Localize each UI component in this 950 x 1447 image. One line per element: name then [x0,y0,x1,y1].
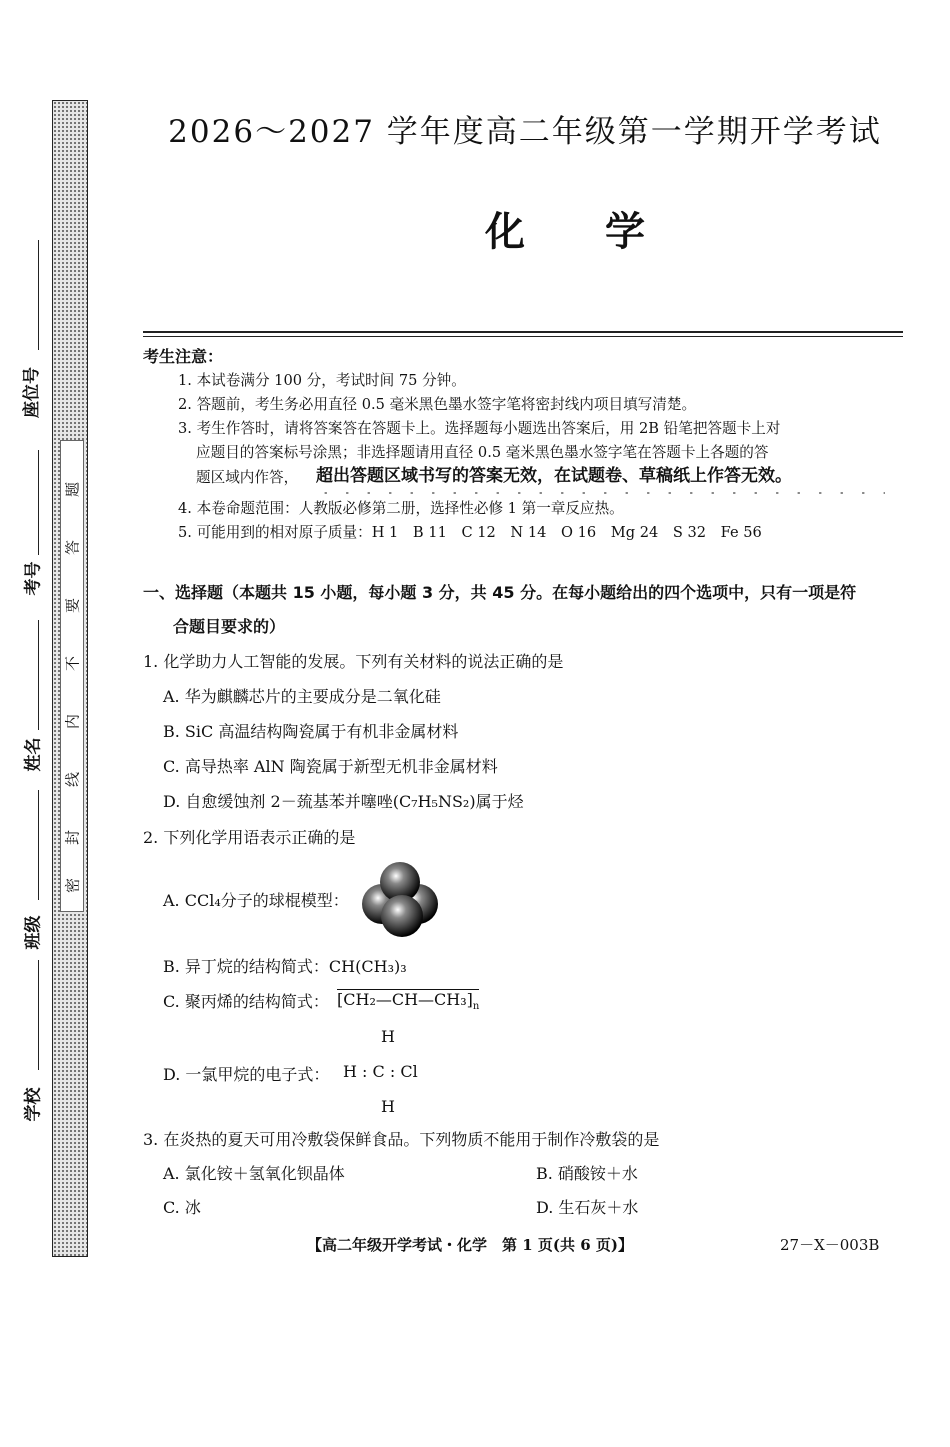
subject-title: 化学 [485,209,725,255]
section-heading: 一、选择题（本题共 15 小题，每小题 3 分，共 45 分。在每小题给出的四个选项中，只有一项是符 [143,583,857,602]
divider [143,331,903,333]
class-label: 班级 [23,915,44,950]
notice-item: 3. 考生作答时，请将答案答在答题卡上。选择题每小题选出答案后，用 2B 铅笔把答题卡上对 [178,420,781,437]
question-stem: 2. 下列化学用语表示正确的是 [143,828,356,847]
polymer-formula-text: [CH₂—CH—CH₃] [337,990,473,1009]
notice-item: 4. 本卷命题范围：人教版必修第二册，选择性必修 1 第一章反应热。 [178,500,624,517]
class-line[interactable] [38,790,39,900]
page-footer: 【高二年级开学考试・化学 第 1 页(共 6 页)】 [307,1236,633,1254]
ball-stick-model-image [360,860,440,940]
exam-number-line[interactable] [38,450,39,555]
question-stem: 3. 在炎热的夏天可用冷敷袋保鲜食品。下列物质不能用于制作冷敷袋的是 [143,1130,660,1149]
seat-line[interactable] [38,240,39,350]
option: C. 聚丙烯的结构简式： [163,992,329,1011]
notice-item: 1. 本试卷满分 100 分，考试时间 75 分钟。 [178,372,466,389]
paper-code: 27－X－003B [780,1236,880,1254]
section-heading-cont: 合题目要求的） [173,617,286,636]
seal-notice-box [60,440,84,912]
seal-char: 要 [63,598,82,614]
seal-char: 答 [63,540,82,556]
notice-item: 5. 可能用到的相对原子质量：H 1 B 11 C 12 N 14 O 16 Mg 24 S 32 Fe 56 [178,524,762,541]
seat-number-label: 座位号 [22,367,42,418]
notice-item: 2. 答题前，考生务必用直径 0.5 毫米黑色墨水签字笔将密封线内项目填写清楚。 [178,396,697,413]
notice-item: 应题目的答案标号涂黑；非选择题请用直径 0.5 毫米黑色墨水签字笔在答题卡上各题的答 [196,444,769,461]
emphasis-dots [315,491,885,495]
divider [143,336,903,337]
seal-char: 密 [63,878,82,894]
seal-char: 内 [63,714,82,730]
option: A. 华为麒麟芯片的主要成分是二氧化硅 [163,687,441,706]
polymer-subscript: n [472,1001,480,1013]
electron-bottom: H [381,1097,395,1116]
seal-char: 封 [63,830,82,846]
electron-middle: H : C : Cl [343,1062,418,1081]
electron-top: H [381,1027,395,1046]
notice-heading: 考生注意： [143,347,224,366]
seal-char: 题 [63,482,82,498]
option: B. SiC 高温结构陶瓷属于有机非金属材料 [163,722,459,741]
name-line[interactable] [38,620,39,730]
option: C. 冰 [163,1198,201,1217]
polymer-formula [337,989,479,1012]
option: B. 异丁烷的结构简式：CH(CH₃)₃ [163,957,407,976]
option: C. 高导热率 AlN 陶瓷属于新型无机非金属材料 [163,757,498,776]
school-label: 学校 [23,1087,44,1122]
question-stem: 1. 化学助力人工智能的发展。下列有关材料的说法正确的是 [143,652,564,671]
name-label: 姓名 [23,737,44,772]
notice-emphasis: 超出答题区域书写的答案无效，在试题卷、草稿纸上作答无效。 [316,466,792,486]
exam-number-label: 考号 [23,561,44,596]
option: A. 氯化铵＋氢氧化钡晶体 [163,1164,345,1183]
exam-title: 2026～2027 学年度高二年级第一学期开学考试 [168,114,882,150]
seal-char: 不 [63,656,82,672]
option: A. CCl₄分子的球棍模型： [163,891,349,910]
school-line[interactable] [38,960,39,1070]
seal-char: 线 [63,772,82,788]
option: D. 自愈缓蚀剂 2－巯基苯并噻唑(C₇H₅NS₂)属于烃 [163,792,524,811]
notice-item: 题区域内作答， [196,469,299,486]
option: B. 硝酸铵＋水 [536,1164,638,1183]
option: D. 一氯甲烷的电子式： [163,1065,330,1084]
option: D. 生石灰＋水 [536,1198,639,1217]
